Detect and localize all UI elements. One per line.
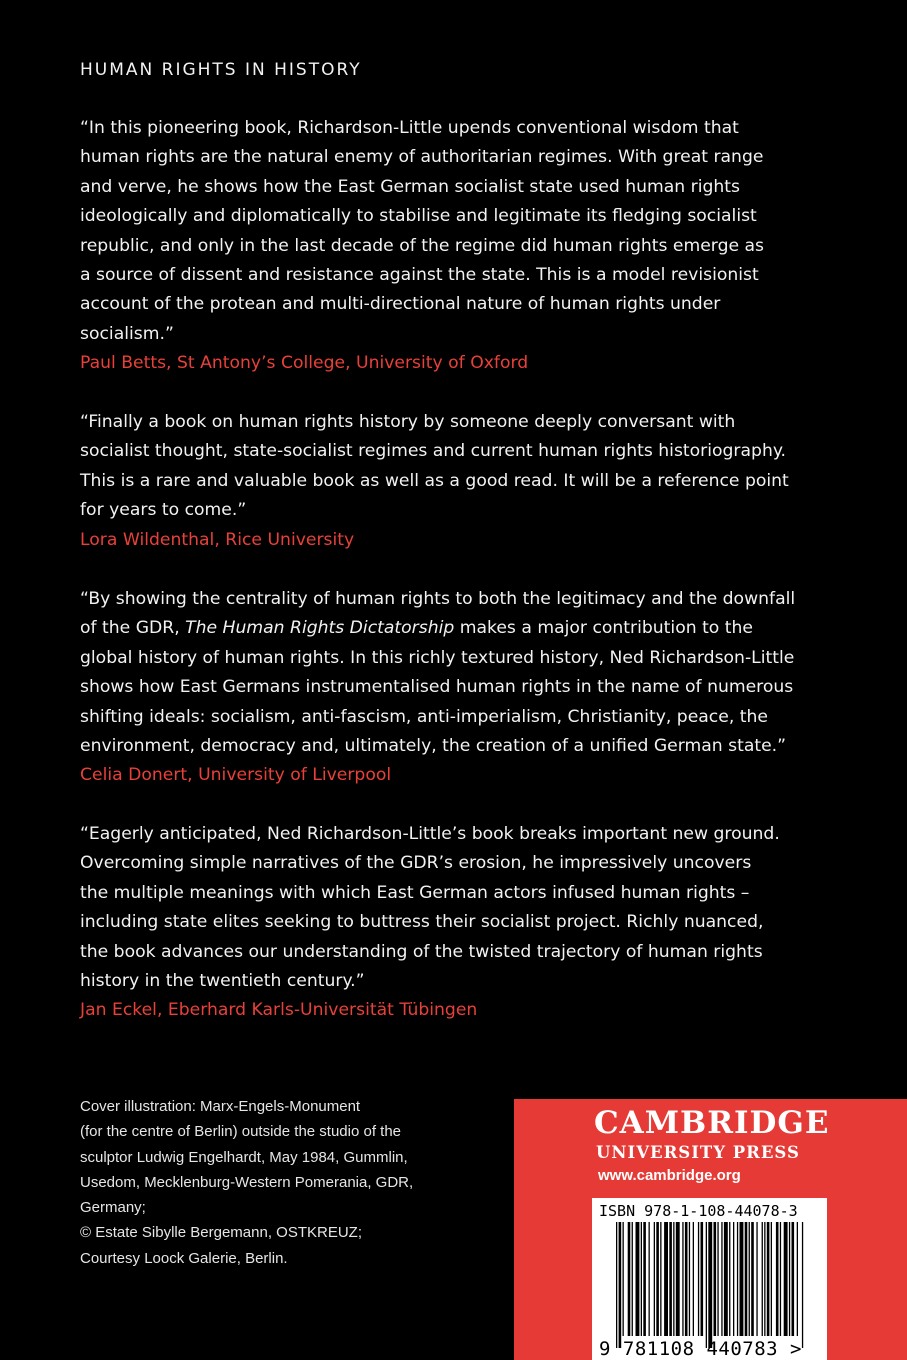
blurb-line-pre: of the GDR, bbox=[80, 618, 186, 639]
barcode-digits: 9 781108 440783 > bbox=[599, 1338, 802, 1360]
blurb-line: account of the protean and multi-directional nature of human rights under bbox=[80, 294, 721, 315]
barcode-graphic bbox=[592, 1198, 827, 1360]
publisher-url: www.cambridge.org bbox=[598, 1167, 741, 1184]
cover-credit-line: Courtesy Loock Galerie, Berlin. bbox=[80, 1249, 288, 1267]
barcode-bar bbox=[714, 1222, 717, 1336]
barcode-bar bbox=[767, 1222, 770, 1336]
barcode-bar bbox=[660, 1222, 661, 1336]
blurb-line: the multiple meanings with which East German actors infused human rights – bbox=[80, 882, 750, 903]
isbn-label: ISBN 978-1-108-44078-3 bbox=[599, 1202, 798, 1220]
barcode-bar bbox=[641, 1222, 642, 1336]
blurb-line: human rights are the natural enemy of authoritarian regimes. With great range bbox=[80, 147, 764, 168]
blurb-line: “By showing the centrality of human rights to both the legitimacy and the downfall bbox=[80, 589, 796, 609]
barcode-bar bbox=[643, 1222, 646, 1336]
barcode-bar bbox=[762, 1222, 763, 1336]
blurb-line: Overcoming simple narratives of the GDR’s erosion, he impressively uncovers bbox=[80, 853, 752, 874]
barcode-bar bbox=[628, 1222, 631, 1336]
cover-credit-line: © Estate Sibylle Bergemann, OSTKREUZ; bbox=[80, 1224, 362, 1242]
barcode-bar bbox=[729, 1222, 730, 1336]
blurb-line: global history of human rights. In this richly textured history, Ned Richardson-Little bbox=[80, 647, 795, 668]
endorsement-blurb bbox=[80, 408, 840, 555]
barcode-bar bbox=[676, 1222, 680, 1336]
barcode-bar bbox=[673, 1222, 674, 1336]
series-label: HUMAN RIGHTS IN HISTORY bbox=[80, 60, 362, 80]
blurb-line: socialism.” bbox=[80, 323, 174, 344]
blurb-text bbox=[80, 408, 840, 526]
barcode-bar bbox=[616, 1222, 617, 1348]
book-title: The Human Rights Dictatorship bbox=[185, 618, 455, 639]
blurb-attribution: Celia Donert, University of Liverpool bbox=[80, 765, 392, 786]
blurb-line: shows how East Germans instrumentalised human rights in the name of numerous bbox=[80, 677, 794, 698]
blurb-line: “Eagerly anticipated, Ned Richardson-Little’s book breaks important new ground. bbox=[80, 824, 780, 844]
barcode-bar bbox=[685, 1222, 688, 1336]
barcode-bar bbox=[724, 1222, 728, 1336]
barcode-bar bbox=[721, 1222, 722, 1336]
blurb-attribution: Paul Betts, St Antony’s College, University of Oxford bbox=[80, 353, 529, 374]
blurb-line: and verve, he shows how the East German socialist state used human rights bbox=[80, 176, 740, 197]
endorsement-blurb bbox=[80, 585, 840, 791]
blurb-line: ideologically and diplomatically to stabilise and legitimate its fledging socialist bbox=[80, 206, 757, 227]
blurb-line: republic, and only in the last decade of the regime did human rights emerge as bbox=[80, 235, 764, 256]
blurb-line: socialist thought, state-socialist regimes and current human rights historiography. bbox=[80, 441, 787, 462]
barcode-bar bbox=[751, 1222, 754, 1336]
endorsement-blurb bbox=[80, 114, 840, 379]
barcode-bar bbox=[636, 1222, 640, 1336]
blurb-line: including state elites seeking to buttress their socialist project. Richly nuanced, bbox=[80, 912, 764, 933]
cover-credit-line: sculptor Ludwig Engelhardt, May 1984, Gummlin, bbox=[80, 1148, 408, 1166]
publisher-box bbox=[514, 1099, 907, 1360]
publisher-name: CAMBRIDGE bbox=[594, 1105, 830, 1141]
barcode-bar bbox=[708, 1222, 712, 1348]
barcode-bar bbox=[745, 1222, 748, 1336]
barcode-bar bbox=[740, 1222, 744, 1336]
blurb-line: “Finally a book on human rights history by someone deeply conversant with bbox=[80, 412, 736, 432]
blurb-line: the book advances our understanding of the twisted trajectory of human rights bbox=[80, 941, 763, 962]
barcode-bar bbox=[749, 1222, 750, 1336]
blurb-line: This is a rare and valuable book as well as a good read. It will be a reference point bbox=[80, 470, 789, 491]
barcode-bar bbox=[797, 1222, 798, 1336]
barcode-panel bbox=[592, 1198, 827, 1360]
cover-credit-line: Cover illustration: Marx-Engels-Monument bbox=[80, 1098, 361, 1115]
blurb-line: a source of dissent and resistance against the state. This is a model revisionist bbox=[80, 265, 759, 286]
blurb-text bbox=[80, 585, 840, 761]
barcode-bar bbox=[717, 1222, 718, 1336]
barcode-bar bbox=[654, 1222, 655, 1336]
barcode-bar bbox=[693, 1222, 694, 1336]
cover-credit-line: Usedom, Mecklenburg-Western Pomerania, GDR, bbox=[80, 1173, 414, 1191]
blurb-text bbox=[80, 114, 840, 349]
barcode-bar bbox=[698, 1222, 699, 1336]
barcode-bar bbox=[649, 1222, 650, 1336]
barcode-bar bbox=[771, 1222, 772, 1336]
barcode-bar bbox=[656, 1222, 659, 1336]
endorsement-blurb bbox=[80, 820, 840, 1026]
barcode-bar bbox=[776, 1222, 779, 1336]
barcode-bar bbox=[733, 1222, 734, 1336]
blurb-attribution: Jan Eckel, Eberhard Karls-Universität Tübingen bbox=[80, 1000, 478, 1021]
cover-credit bbox=[80, 1094, 480, 1271]
barcode-bar bbox=[802, 1222, 803, 1348]
barcode-bar bbox=[623, 1222, 624, 1336]
blurb-line: environment, democracy and, ultimately, the creation of a unified German state.” bbox=[80, 736, 787, 757]
blurb-attribution: Lora Wildenthal, Rice University bbox=[80, 529, 355, 550]
cover-credit-line: (for the centre of Berlin) outside the studio of the bbox=[80, 1123, 402, 1141]
cover-credit-line: Germany; bbox=[80, 1199, 146, 1217]
barcode-bar bbox=[664, 1222, 668, 1336]
blurb-line: for years to come.” bbox=[80, 500, 247, 521]
barcode-bar bbox=[780, 1222, 781, 1336]
barcode-bar bbox=[789, 1222, 790, 1336]
barcode-bar bbox=[689, 1222, 690, 1336]
barcode-bar bbox=[764, 1222, 765, 1336]
barcode-bar bbox=[792, 1222, 795, 1336]
blurb-line-post: makes a major contribution to the bbox=[454, 618, 753, 639]
barcode-bar bbox=[632, 1222, 633, 1336]
blurb-line: history in the twentieth century.” bbox=[80, 971, 365, 992]
blurb-text bbox=[80, 820, 840, 996]
publisher-subtitle: UNIVERSITY PRESS bbox=[596, 1143, 800, 1162]
barcode-bar bbox=[701, 1222, 704, 1336]
barcode-bar bbox=[737, 1222, 738, 1336]
barcode-bar bbox=[619, 1222, 622, 1348]
barcode-bar bbox=[669, 1222, 672, 1336]
barcode-bar bbox=[706, 1222, 707, 1348]
barcode-bar bbox=[784, 1222, 788, 1336]
blurb-line: shifting ideals: socialism, anti-fascism, anti-imperialism, Christianity, peace, the bbox=[80, 706, 768, 727]
blurb-line: “In this pioneering book, Richardson-Little upends conventional wisdom that bbox=[80, 118, 739, 138]
barcode-bar bbox=[756, 1222, 757, 1336]
barcode-bar bbox=[682, 1222, 683, 1336]
